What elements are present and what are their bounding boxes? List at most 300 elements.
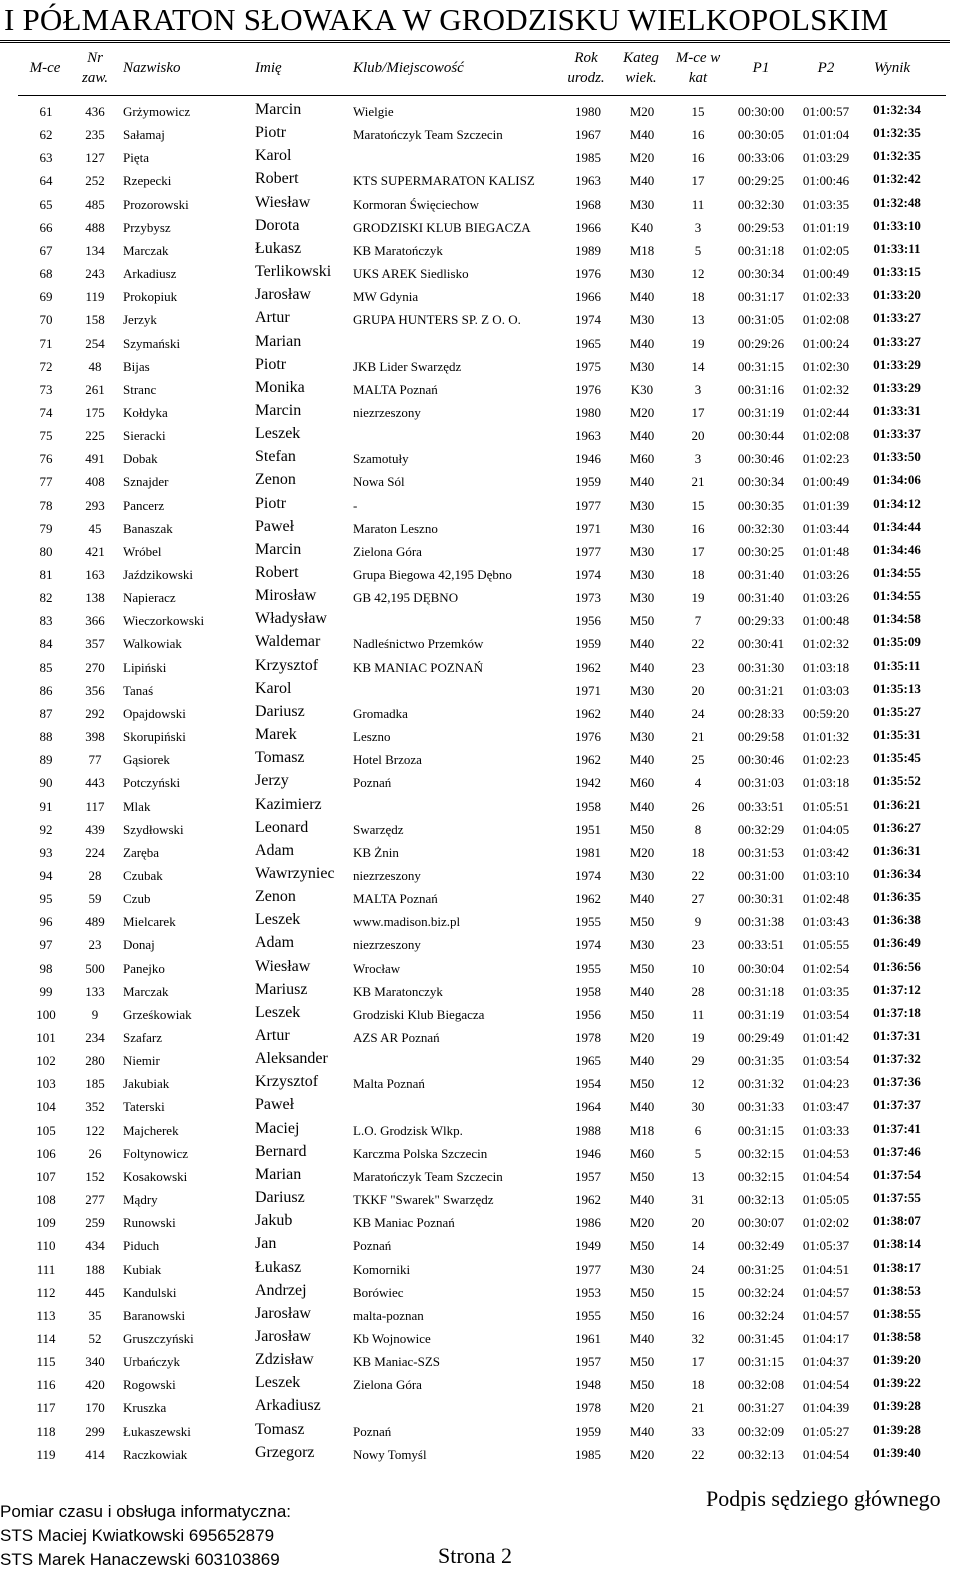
cell-club: GB 42,195 DĘBNO [353,590,459,606]
cell-category-place: 21 [691,1400,705,1416]
cell-result: 01:33:27 [873,333,921,349]
cell-first-name: Paweł [255,517,295,535]
cell-first-name: Tomasz [255,1420,305,1438]
cell-result: 01:33:20 [873,287,921,303]
cell-surname: Grżymowicz [123,104,191,119]
cell-bib: 188 [85,1261,105,1277]
cell-split-p2: 01:00:49 [802,266,850,282]
cell-place: 90 [39,775,53,791]
timing-credits-line3: STS Marek Hanaczewski 603103869 [0,1550,280,1569]
cell-bib: 35 [88,1307,102,1323]
cell-bib: 366 [85,613,105,629]
cell-category: M20 [629,404,655,420]
cell-place: 91 [39,798,53,814]
cell-result: 01:36:21 [873,796,921,812]
cell-result: 01:38:53 [873,1282,921,1298]
cell-place: 74 [39,404,53,420]
cell-category: M50 [629,1307,655,1323]
cell-split-p1: 00:31:00 [737,867,785,883]
cell-surname: Prokopiuk [123,289,178,305]
cell-bib: 439 [85,821,105,837]
cell-split-p2: 01:02:30 [802,358,850,374]
cell-split-p2: 01:03:42 [802,844,850,860]
cell-surname: Rzepecki [123,173,172,189]
cell-surname: Gruszczyński [123,1330,194,1346]
cell-birth-year: 1946 [575,451,601,467]
cell-birth-year: 1978 [575,1030,601,1045]
cell-split-p2: 01:04:37 [802,1354,850,1370]
cell-result: 01:39:20 [873,1352,921,1368]
cell-place: 105 [36,1122,56,1138]
cell-category: M40 [629,983,655,999]
cell-category: M40 [629,891,655,907]
cell-result: 01:34:55 [873,588,921,604]
cell-bib: 277 [85,1192,105,1208]
cell-split-p2: 01:03:18 [802,775,850,791]
cell-result: 01:38:17 [873,1259,921,1275]
cell-first-name: Leonard [255,818,309,836]
cell-split-p2: 01:04:39 [802,1400,850,1416]
cell-bib: 293 [85,497,105,513]
cell-place: 94 [39,867,53,883]
cell-category: M40 [629,752,655,768]
cell-result: 01:32:35 [873,125,921,141]
cell-bib: 357 [85,636,105,652]
cell-place: 100 [36,1006,56,1022]
cell-split-p2: 01:04:57 [802,1307,850,1323]
cell-category: M30 [629,520,655,536]
cell-category-place: 12 [691,1076,705,1092]
page-number: Strona 2 [438,1543,512,1568]
cell-club: Gromadka [353,705,408,721]
cell-result: 01:37:18 [873,1004,921,1020]
cell-club: Nadleśnictwo Przemków [353,636,484,652]
cell-category-place: 16 [691,1307,705,1323]
cell-category-place: 18 [691,567,705,582]
table-row [0,887,960,910]
cell-category: M40 [629,659,655,675]
cell-category: M30 [629,358,655,374]
cell-club: www.madison.biz.pl [353,914,461,930]
cell-category: M40 [629,335,655,351]
cell-first-name: Terlikowski [255,263,332,281]
cell-bib: 127 [85,150,105,166]
cell-category-place: 3 [694,219,702,235]
col-header-mkat-line2: kat [688,70,708,86]
cell-split-p1: 00:32:30 [737,520,785,536]
cell-club: AZS AR Poznań [353,1030,440,1045]
cell-split-p2: 01:05:05 [802,1192,850,1208]
cell-bib: 356 [85,682,105,698]
table-row [0,1396,960,1419]
cell-bib: 292 [85,705,105,721]
cell-split-p1: 00:30:34 [737,266,785,282]
cell-split-p1: 00:31:30 [737,659,785,675]
cell-category: M30 [629,543,655,559]
cell-split-p2: 01:00:24 [802,335,850,351]
cell-category-place: 19 [691,590,705,606]
cell-place: 108 [36,1192,56,1208]
cell-split-p2: 01:03:54 [802,1006,850,1022]
table-row [0,517,960,540]
cell-bib: 489 [85,914,105,930]
cell-place: 102 [36,1053,56,1069]
cell-category: M20 [629,150,655,166]
cell-club: Karczma Polska Szczecin [353,1145,488,1161]
cell-birth-year: 1959 [575,474,601,490]
cell-first-name: Piotr [255,124,287,142]
cell-split-p2: 01:03:54 [802,1053,850,1069]
col-header-p2: P2 [817,60,835,76]
cell-surname: Tanaś [123,682,154,698]
cell-split-p2: 01:00:46 [802,173,850,189]
cell-split-p1: 00:30:44 [737,428,785,444]
cell-result: 01:35:31 [873,727,921,743]
cell-bib: 119 [85,289,105,305]
cell-first-name: Artur [255,1027,290,1044]
cell-surname: Gąsiorek [123,752,170,768]
cell-category-place: 15 [691,1284,705,1300]
cell-place: 76 [39,451,53,467]
cell-birth-year: 1957 [575,1354,601,1370]
cell-split-p1: 00:32:13 [737,1192,785,1208]
col-header-rok-line1: Rok [574,50,598,66]
cell-first-name: Leszek [255,911,301,929]
cell-split-p2: 01:03:18 [802,659,850,675]
cell-category: M50 [629,1006,655,1022]
cell-split-p1: 00:30:31 [737,891,785,907]
cell-bib: 352 [85,1099,105,1115]
cell-place: 89 [39,752,53,768]
cell-club: Poznań [353,1423,392,1439]
cell-category: M30 [629,266,655,282]
cell-place: 69 [39,289,53,305]
cell-split-p1: 00:32:09 [737,1423,785,1439]
cell-birth-year: 1973 [575,590,601,606]
cell-surname: Stranc [123,381,157,397]
cell-surname: Marczak [123,983,169,999]
cell-birth-year: 1942 [575,775,601,791]
cell-club: MALTA Poznań [353,891,438,907]
cell-split-p1: 00:30:04 [737,960,785,976]
cell-result: 01:34:58 [873,611,921,627]
cell-category-place: 22 [691,867,705,883]
cell-category-place: 11 [691,1006,705,1022]
cell-birth-year: 1974 [575,867,601,883]
cell-surname: Panejko [123,960,165,976]
cell-split-p1: 00:31:21 [737,682,785,698]
table-row [0,1304,960,1327]
cell-split-p1: 00:30:07 [737,1215,785,1231]
cell-result: 01:34:55 [873,565,921,580]
cell-club: MALTA Poznań [353,381,438,397]
cell-result: 01:33:11 [873,240,921,256]
cell-club: Maratończyk Team Szczecin [353,1168,503,1184]
cell-first-name: Piotr [255,355,287,373]
cell-result: 01:33:29 [873,356,921,372]
cell-surname: Mlak [123,798,151,814]
cell-result: 01:33:50 [873,449,921,465]
cell-birth-year: 1959 [575,1423,601,1439]
cell-result: 01:36:38 [873,912,921,928]
cell-place: 95 [39,891,53,907]
cell-category: M60 [629,775,655,791]
cell-surname: Zaręba [123,844,160,860]
cell-category-place: 19 [691,1030,705,1045]
cell-surname: Skorupiński [123,729,186,745]
cell-category: M30 [629,590,655,606]
cell-category: M20 [629,1215,655,1231]
cell-category-place: 16 [691,127,705,143]
cell-place: 78 [39,497,53,513]
cell-bib: 224 [85,844,105,860]
col-header-kateg [617,48,665,88]
cell-first-name: Monika [255,378,305,396]
table-row [0,957,960,980]
cell-bib: 270 [85,659,105,675]
cell-place: 65 [39,196,53,212]
table-row [0,540,960,563]
table-row [0,1420,960,1443]
cell-category-place: 11 [691,196,705,212]
cell-first-name: Jarosław [255,1304,311,1322]
cell-first-name: Dariusz [255,1189,305,1207]
cell-surname: Szafarz [123,1030,162,1045]
cell-split-p2: 01:00:49 [802,474,850,490]
cell-place: 118 [36,1423,56,1439]
table-row [0,1003,960,1026]
cell-birth-year: 1963 [575,428,601,444]
cell-result: 01:36:35 [873,889,921,905]
cell-surname: Sznajder [123,474,169,490]
cell-bib: 52 [88,1330,102,1346]
cell-surname: Foltynowicz [123,1145,188,1161]
col-header-rok [562,48,610,88]
cell-result: 01:35:45 [873,750,921,766]
cell-category-place: 23 [691,659,705,675]
table-row [0,1211,960,1234]
cell-club: UKS AREK Siedlisko [353,266,469,282]
cell-first-name: Maciej [255,1119,300,1137]
cell-club: malta-poznan [353,1307,424,1323]
cell-place: 98 [39,960,53,976]
cell-place: 109 [36,1215,56,1231]
table-row [0,656,960,679]
cell-split-p1: 00:31:40 [737,567,785,582]
cell-result: 01:37:46 [873,1143,921,1159]
cell-split-p2: 01:04:17 [802,1330,850,1346]
cell-split-p1: 00:30:25 [737,543,785,559]
cell-place: 73 [39,381,53,397]
cell-split-p2: 01:04:05 [802,821,850,837]
cell-birth-year: 1957 [575,1168,601,1184]
col-header-wynik: Wynik [873,60,911,76]
cell-category: M50 [629,960,655,976]
cell-category-place: 18 [691,844,705,860]
cell-place: 96 [39,914,53,930]
cell-category: M40 [629,474,655,490]
cell-split-p1: 00:31:19 [737,404,785,420]
cell-result: 01:35:13 [873,680,921,696]
cell-first-name: Wawrzyniec [255,864,335,882]
cell-surname: Kołdyka [123,404,168,420]
cell-first-name: Artur [255,309,290,327]
cell-split-p1: 00:29:58 [737,729,785,745]
cell-split-p2: 01:02:32 [802,636,850,652]
cell-place: 81 [39,567,53,582]
cell-club: Hotel Brzoza [353,752,422,768]
cell-split-p2: 01:03:35 [802,196,850,212]
cell-first-name: Wiesław [255,193,311,211]
cell-split-p1: 00:31:45 [737,1330,785,1346]
cell-place: 71 [39,335,53,351]
cell-club: Wielgie [353,104,394,119]
cell-category-place: 15 [691,497,705,513]
cell-club: MW Gdynia [353,289,419,305]
cell-result: 01:37:32 [873,1051,921,1067]
cell-birth-year: 1961 [575,1330,601,1346]
table-row [0,1049,960,1072]
cell-bib: 134 [85,242,105,258]
col-header-rok-line2: urodz. [567,70,605,86]
cell-club: KB Żnin [353,844,399,860]
cell-place: 67 [39,242,53,258]
cell-split-p2: 00:59:20 [802,705,850,721]
cell-split-p1: 00:29:49 [737,1030,785,1045]
cell-first-name: Karol [255,147,292,165]
cell-bib: 421 [85,543,105,559]
cell-birth-year: 1956 [575,613,601,629]
cell-bib: 175 [85,404,105,420]
cell-category: M50 [629,1168,655,1184]
cell-category: M20 [629,1030,655,1045]
cell-club: Poznań [353,1238,392,1254]
cell-place: 93 [39,844,53,860]
cell-club: Kormoran Święciechow [353,196,479,212]
cell-split-p2: 01:03:43 [802,914,850,930]
cell-surname: Napieracz [123,590,176,606]
table-row [0,632,960,655]
cell-category-place: 28 [691,983,705,999]
cell-surname: Szymański [123,335,181,351]
cell-category: M40 [629,127,655,143]
table-row [0,1142,960,1165]
cell-surname: Przybysz [123,219,171,235]
cell-birth-year: 1968 [575,196,601,212]
cell-club: Borówiec [353,1284,404,1300]
cell-birth-year: 1977 [575,543,601,559]
cell-surname: Banaszak [123,520,173,536]
cell-bib: 122 [85,1122,105,1138]
cell-result: 01:37:54 [873,1166,921,1182]
cell-first-name: Marcin [255,401,302,419]
cell-category: M30 [629,937,655,953]
cell-surname: Opajdowski [123,705,186,721]
cell-split-p1: 00:31:15 [737,1122,785,1138]
cell-surname: Mielcarek [123,914,176,930]
cell-result: 01:34:44 [873,518,921,534]
cell-split-p2: 01:00:57 [802,104,850,119]
cell-split-p1: 00:32:24 [737,1284,785,1300]
cell-result: 01:35:27 [873,703,921,719]
cell-split-p2: 01:05:37 [802,1238,850,1254]
cell-place: 101 [36,1030,56,1045]
cell-birth-year: 1958 [575,983,601,999]
cell-category: M40 [629,173,655,189]
cell-surname: Wróbel [123,543,162,559]
table-row [0,332,960,355]
cell-bib: 26 [88,1145,102,1161]
cell-split-p1: 00:31:16 [737,381,785,397]
cell-surname: Urbańczyk [123,1354,181,1370]
cell-birth-year: 1978 [575,1400,601,1416]
cell-surname: Arkadiusz [123,266,177,282]
cell-birth-year: 1980 [575,104,601,119]
cell-category-place: 21 [691,729,705,745]
cell-category-place: 3 [694,451,702,467]
cell-category-place: 18 [691,289,705,305]
cell-first-name: Robert [255,564,299,581]
cell-place: 92 [39,821,53,837]
cell-place: 82 [39,590,53,606]
table-row [0,308,960,331]
cell-split-p1: 00:31:53 [737,844,785,860]
table-row [0,123,960,146]
cell-birth-year: 1977 [575,497,601,513]
cell-bib: 152 [85,1168,105,1184]
cell-club: Leszno [353,729,391,745]
cell-place: 88 [39,729,53,745]
cell-club: KB Maratonczyk [353,983,443,999]
cell-split-p1: 00:29:26 [737,335,785,351]
cell-place: 113 [36,1307,56,1323]
cell-place: 117 [36,1400,56,1416]
cell-category-place: 20 [691,1215,705,1231]
cell-bib: 443 [85,775,105,791]
cell-result: 01:37:31 [873,1028,921,1043]
cell-category-place: 13 [691,312,705,328]
cell-birth-year: 1985 [575,150,601,166]
cell-birth-year: 1976 [575,266,601,282]
cell-split-p2: 01:04:54 [802,1377,850,1393]
cell-split-p1: 00:31:19 [737,1006,785,1022]
cell-birth-year: 1946 [575,1145,601,1161]
cell-split-p1: 00:30:46 [737,752,785,768]
cell-split-p1: 00:29:33 [737,613,785,629]
cell-split-p2: 01:01:19 [802,219,850,235]
cell-first-name: Krzysztof [255,656,319,674]
cell-category-place: 12 [691,266,705,282]
cell-category: M30 [629,312,655,328]
table-row [0,1165,960,1188]
cell-birth-year: 1954 [575,1076,601,1092]
cell-split-p2: 01:04:54 [802,1168,850,1184]
cell-birth-year: 1971 [575,682,601,698]
cell-result: 01:38:07 [873,1213,921,1229]
cell-split-p2: 01:02:08 [802,312,850,328]
cell-surname: Sieracki [123,428,166,444]
cell-result: 01:39:28 [873,1421,921,1437]
cell-surname: Runowski [123,1215,176,1231]
table-row [0,146,960,169]
cell-split-p1: 00:31:32 [737,1076,785,1092]
table-row [0,910,960,933]
cell-result: 01:34:12 [873,495,921,511]
cell-place: 103 [36,1076,56,1092]
cell-club: KB Maniac-SZS [353,1354,441,1370]
col-header-p1: P1 [752,60,770,76]
table-row [0,1234,960,1257]
